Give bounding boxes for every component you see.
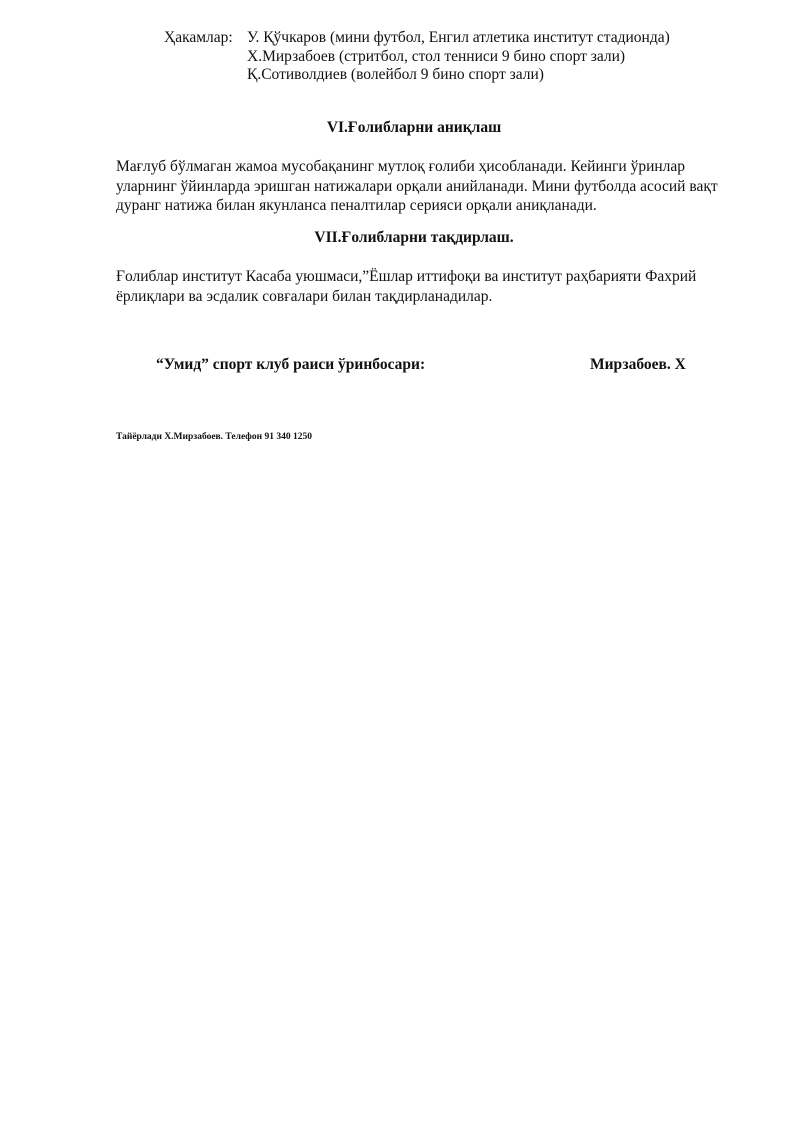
judges-block xyxy=(164,29,670,85)
paragraph-line: ёрлиқлари ва эсдалик совғалари билан тақдирланадилар. xyxy=(116,287,493,305)
judge-line: У. Қўчкаров (мини футбол, Енгил атлетика институт стадионда) xyxy=(247,29,670,46)
judges-row xyxy=(164,29,670,48)
judges-label: Ҳакамлар: xyxy=(164,29,233,46)
section-7-heading: VII.Ғолибларни тақдирлаш. xyxy=(314,229,514,246)
paragraph-line: дуранг натижа билан якунланса пеналтилар серияси орқали аниқланади. xyxy=(116,197,597,214)
signature-role: “Умид” спорт клуб раиси ўринбосари: xyxy=(156,356,426,373)
paragraph-line: уларнинг ўйинларда эришган натижалари орқали анийланади. Мини футболда асосий вақт xyxy=(116,177,718,195)
paragraph-line: Ғолиблар институт Касаба уюшмаси,”Ёшлар иттифоқи ва институт раҳбарияти Фахрий xyxy=(116,268,697,285)
judges-row xyxy=(164,48,670,67)
paragraph-line: Мағлуб бўлмаган жамоа мусобақанинг мутлоқ ғолиби ҳисобланади. Кейинги ўринлар xyxy=(116,158,686,175)
section-6-paragraph xyxy=(116,157,716,216)
judges-row xyxy=(164,66,670,85)
section-6-heading: VI.Ғолибларни аниқлаш xyxy=(326,119,502,136)
section-7-paragraph xyxy=(116,267,716,306)
judge-line: Қ.Сотиволдиев (волейбол 9 бино спорт зали) xyxy=(247,66,544,83)
signature-name: Мирзабоев. Х xyxy=(590,356,686,373)
judge-line: Х.Мирзабоев (стритбол, стол тенниси 9 бино спорт зали) xyxy=(247,47,626,65)
prepared-by-footer: Тайёрлади Х.Мирзабоев. Телефон 91 340 1250 xyxy=(116,432,312,442)
